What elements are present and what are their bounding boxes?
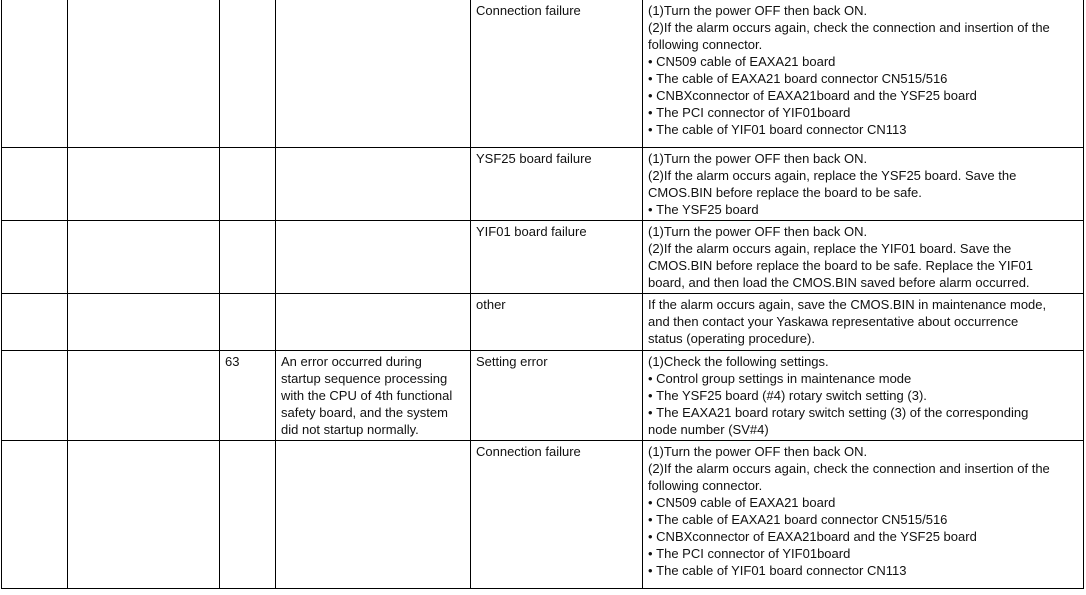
- cause-cell: Connection failure: [471, 440, 643, 588]
- alarm-number-cell: [2, 147, 68, 220]
- sub-code-cell: [220, 440, 276, 588]
- remedy-bullet-item: • The PCI connector of YIF01board: [648, 545, 1081, 562]
- remedy-line: board, and then load the CMOS.BIN saved before alarm occurred.: [648, 274, 1030, 290]
- remedy-cell: [643, 350, 1084, 440]
- meaning-cell: [276, 220, 471, 293]
- alarm-name-cell: [68, 220, 220, 293]
- alarm-number-cell: [2, 293, 68, 350]
- alarm-name-cell: [68, 440, 220, 588]
- remedy-cell: [643, 293, 1084, 350]
- alarm-number-cell: [2, 440, 68, 588]
- remedy-bullet-item: • The cable of YIF01 board connector CN113: [648, 121, 1081, 138]
- alarm-table: [1, 0, 1084, 589]
- table-row: [2, 293, 1084, 350]
- sub-code-cell: [220, 293, 276, 350]
- sub-code-cell: [220, 147, 276, 220]
- remedy-cell: [643, 220, 1084, 293]
- remedy-line: (1)Turn the power OFF then back ON.: [648, 223, 868, 239]
- remedy-line: (1)Turn the power OFF then back ON.: [648, 150, 868, 166]
- remedy-cell: [643, 440, 1084, 588]
- remedy-line: following connector.: [648, 37, 763, 52]
- meaning-line: startup sequence processing: [281, 370, 448, 386]
- alarm-table-body: [2, 0, 1084, 588]
- remedy-bullet-item: • The YSF25 board (#4) rotary switch setting (3).: [648, 387, 1081, 404]
- remedy-bullet-item: • CNBXconnector of EAXA21board and the YSF25 board: [648, 528, 1081, 545]
- meaning-cell: [276, 350, 471, 440]
- table-row: [2, 220, 1084, 293]
- sub-code-cell: [220, 220, 276, 293]
- remedy-cell: [643, 147, 1084, 220]
- remedy-bullet-item: • CN509 cable of EAXA21 board: [648, 494, 1081, 511]
- alarm-number-cell: [2, 220, 68, 293]
- alarm-name-cell: [68, 0, 220, 147]
- remedy-bullet-item: • The PCI connector of YIF01board: [648, 104, 1081, 121]
- cause-cell: YSF25 board failure: [471, 147, 643, 220]
- remedy-line: (2)If the alarm occurs again, replace the YSF25 board. Save the: [648, 167, 1017, 183]
- remedy-line: and then contact your Yaskawa representative about occurrence: [648, 313, 1019, 329]
- remedy-line: CMOS.BIN before replace the board to be safe.: [648, 184, 922, 200]
- alarm-name-cell: [68, 147, 220, 220]
- meaning-line: An error occurred during: [281, 353, 422, 369]
- remedy-bullet-item: • CNBXconnector of EAXA21board and the YSF25 board: [648, 87, 1081, 104]
- remedy-bullet-item: • The cable of YIF01 board connector CN113: [648, 562, 1081, 579]
- sub-code-cell: [220, 0, 276, 147]
- alarm-name-cell: [68, 350, 220, 440]
- remedy-bullet-item: • The cable of EAXA21 board connector CN515/516: [648, 511, 1081, 528]
- meaning-cell: [276, 440, 471, 588]
- remedy-line: CMOS.BIN before replace the board to be safe. Replace the YIF01: [648, 257, 1033, 273]
- remedy-cell: [643, 0, 1084, 147]
- cause-cell: other: [471, 293, 643, 350]
- remedy-line: (1)Turn the power OFF then back ON.: [648, 443, 868, 459]
- table-row: [2, 0, 1084, 147]
- remedy-line: node number (SV#4): [648, 421, 769, 437]
- remedy-line: (2)If the alarm occurs again, check the connection and insertion of the: [648, 460, 1050, 476]
- meaning-line: did not startup normally.: [281, 421, 419, 437]
- remedy-line: (1)Turn the power OFF then back ON.: [648, 3, 868, 18]
- table-row: [2, 147, 1084, 220]
- remedy-bullet-item: • The EAXA21 board rotary switch setting (3) of the corresponding: [648, 404, 1081, 421]
- alarm-name-cell: [68, 293, 220, 350]
- cause-cell: YIF01 board failure: [471, 220, 643, 293]
- remedy-line: (1)Check the following settings.: [648, 353, 829, 369]
- meaning-cell: [276, 0, 471, 147]
- remedy-bullet-item: • The cable of EAXA21 board connector CN515/516: [648, 70, 1081, 87]
- meaning-line: with the CPU of 4th functional: [281, 387, 453, 403]
- alarm-number-cell: [2, 0, 68, 147]
- remedy-line: (2)If the alarm occurs again, check the connection and insertion of the: [648, 20, 1050, 35]
- sub-code-cell: 63: [220, 350, 276, 440]
- meaning-cell: [276, 147, 471, 220]
- remedy-line: status (operating procedure).: [648, 330, 815, 346]
- alarm-number-cell: [2, 350, 68, 440]
- remedy-line: (2)If the alarm occurs again, replace the YIF01 board. Save the: [648, 240, 1012, 256]
- remedy-line: following connector.: [648, 477, 763, 493]
- cause-cell: Setting error: [471, 350, 643, 440]
- remedy-bullet-item: • CN509 cable of EAXA21 board: [648, 53, 1081, 70]
- meaning-line: safety board, and the system: [281, 404, 448, 420]
- cause-cell: Connection failure: [471, 0, 643, 147]
- remedy-bullet-item: • The YSF25 board: [648, 201, 1081, 218]
- meaning-cell: [276, 293, 471, 350]
- table-row: [2, 350, 1084, 440]
- remedy-line: If the alarm occurs again, save the CMOS.BIN in maintenance mode,: [648, 296, 1047, 312]
- remedy-bullet-item: • Control group settings in maintenance mode: [648, 370, 1081, 387]
- table-row: [2, 440, 1084, 588]
